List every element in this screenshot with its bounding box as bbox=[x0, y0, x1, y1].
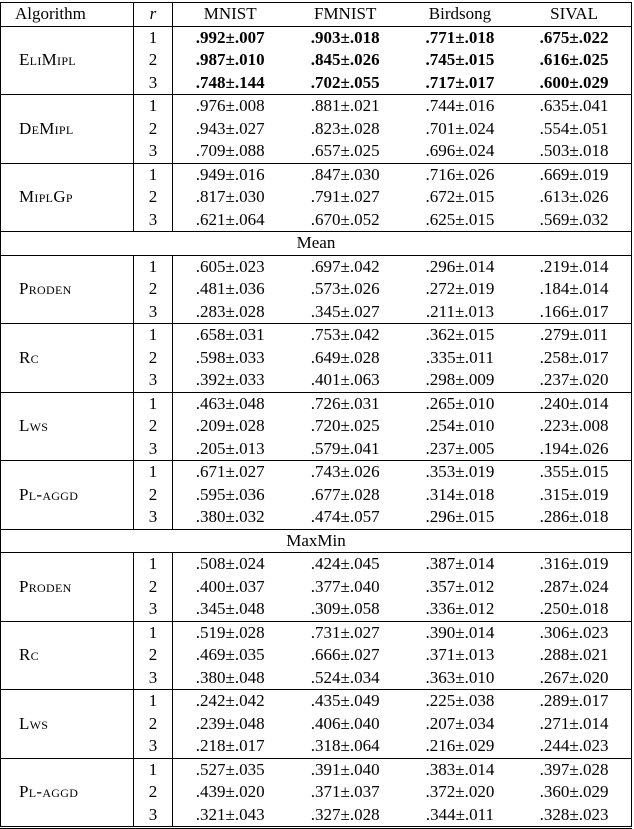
table-cell: .569±.032 bbox=[517, 209, 631, 232]
table-cell: .613±.026 bbox=[517, 186, 631, 209]
table-cell: .439±.020 bbox=[195, 782, 265, 801]
r-value: 3 bbox=[134, 506, 173, 529]
table-cell bbox=[288, 72, 403, 95]
r-value: 2 bbox=[134, 186, 173, 209]
table-cell: .791±.027 bbox=[310, 187, 380, 206]
table-cell: .744±.016 bbox=[403, 95, 517, 118]
r-value: 3 bbox=[134, 301, 173, 324]
table-cell: .481±.036 bbox=[195, 279, 265, 298]
table-cell: .321±.043 bbox=[195, 804, 265, 824]
r-value: 1 bbox=[134, 461, 173, 484]
table-cell: .279±.011 bbox=[517, 324, 631, 347]
r-value: 1 bbox=[134, 392, 173, 415]
table-cell: .250±.018 bbox=[517, 598, 631, 621]
table-cell: .371±.037 bbox=[310, 782, 380, 801]
r-value: 2 bbox=[134, 713, 173, 736]
algorithm-name: MiplGp bbox=[1, 163, 134, 232]
table-cell: .579±.041 bbox=[310, 438, 380, 458]
table-cell: .344±.011 bbox=[425, 804, 495, 824]
best-value: .748±.144 bbox=[195, 72, 265, 92]
table-cell: .372±.020 bbox=[425, 782, 495, 801]
r-value: 1 bbox=[134, 255, 173, 278]
table-cell: .881±.021 bbox=[288, 95, 403, 118]
table-cell: .287±.024 bbox=[517, 576, 631, 599]
table-cell: .527±.035 bbox=[172, 758, 287, 781]
table-cell: .605±.023 bbox=[172, 255, 287, 278]
best-value: .771±.018 bbox=[425, 27, 495, 47]
r-value: 2 bbox=[134, 49, 173, 72]
best-value: .616±.025 bbox=[539, 50, 609, 69]
table-cell: .223±.008 bbox=[517, 415, 631, 438]
table-cell: .237±.005 bbox=[425, 438, 495, 458]
table-cell: .371±.013 bbox=[425, 645, 495, 664]
table-row bbox=[1, 690, 632, 713]
table-cell: .345±.027 bbox=[310, 301, 380, 321]
table-cell: .598±.033 bbox=[195, 347, 265, 367]
table-cell: .657±.025 bbox=[310, 141, 380, 160]
table-cell: .218±.017 bbox=[195, 736, 265, 755]
table-cell: .254±.010 bbox=[425, 416, 495, 435]
table-cell bbox=[288, 26, 403, 49]
table-cell: .709±.088 bbox=[195, 141, 265, 160]
table-cell: .435±.049 bbox=[288, 690, 403, 713]
table-row bbox=[1, 461, 632, 484]
section-header-row bbox=[1, 529, 632, 553]
table-cell: .817±.030 bbox=[195, 187, 265, 206]
table-cell: .554±.051 bbox=[517, 118, 631, 141]
table-cell: .315±.019 bbox=[517, 484, 631, 507]
table-row bbox=[1, 392, 632, 415]
table-cell: .327±.028 bbox=[310, 804, 380, 824]
table-cell: .519±.028 bbox=[172, 621, 287, 644]
header-sival: SIVAL bbox=[517, 3, 631, 27]
r-value: 2 bbox=[134, 415, 173, 438]
table-cell: .357±.012 bbox=[425, 576, 495, 596]
table-row bbox=[1, 26, 632, 49]
table-cell: .390±.014 bbox=[403, 621, 517, 644]
table-cell: .701±.024 bbox=[425, 118, 495, 138]
table-row bbox=[1, 324, 632, 347]
table-cell: .205±.013 bbox=[195, 438, 265, 458]
table-cell: .288±.021 bbox=[517, 644, 631, 667]
table-cell: .720±.025 bbox=[310, 416, 380, 435]
table-cell: .207±.034 bbox=[425, 713, 495, 733]
r-value: 2 bbox=[134, 118, 173, 141]
table-cell: .524±.034 bbox=[310, 667, 380, 687]
table-cell: .283±.028 bbox=[195, 301, 265, 321]
algorithm-name: Proden bbox=[1, 255, 134, 324]
table-cell: .474±.057 bbox=[310, 507, 380, 526]
best-value: .745±.015 bbox=[425, 50, 495, 69]
table-cell: .401±.063 bbox=[310, 370, 380, 389]
best-value: .600±.029 bbox=[539, 72, 609, 92]
table-cell: .239±.048 bbox=[195, 713, 265, 733]
table-cell: .258±.017 bbox=[517, 347, 631, 370]
table-cell: .658±.031 bbox=[172, 324, 287, 347]
r-value: 1 bbox=[134, 95, 173, 118]
table-cell: .242±.042 bbox=[172, 690, 287, 713]
table-cell: .731±.027 bbox=[288, 621, 403, 644]
table-cell: .943±.027 bbox=[195, 118, 265, 138]
table-cell: .669±.019 bbox=[517, 163, 631, 186]
r-value: 2 bbox=[134, 484, 173, 507]
algorithm-name: Proden bbox=[1, 553, 134, 622]
r-value: 1 bbox=[134, 690, 173, 713]
table-cell: .216±.029 bbox=[425, 736, 495, 755]
r-value: 1 bbox=[134, 324, 173, 347]
table-cell: .184±.014 bbox=[517, 278, 631, 301]
table-cell bbox=[403, 49, 517, 72]
best-value: .675±.022 bbox=[539, 27, 609, 47]
table-cell: .753±.042 bbox=[288, 324, 403, 347]
table-cell: .377±.040 bbox=[310, 576, 380, 596]
r-value: 3 bbox=[134, 438, 173, 461]
table-cell: .400±.037 bbox=[195, 576, 265, 596]
table-cell: .296±.014 bbox=[403, 255, 517, 278]
table-cell: .237±.020 bbox=[517, 369, 631, 392]
table-cell: .314±.018 bbox=[425, 484, 495, 504]
table-cell: .296±.015 bbox=[425, 507, 495, 526]
table-cell: .847±.030 bbox=[288, 163, 403, 186]
r-value: 3 bbox=[134, 369, 173, 392]
table-cell: .335±.011 bbox=[425, 347, 495, 367]
table-cell: .289±.017 bbox=[517, 690, 631, 713]
table-cell bbox=[403, 72, 517, 95]
results-table bbox=[0, 2, 632, 829]
table-cell: .726±.031 bbox=[288, 392, 403, 415]
table-cell: .328±.023 bbox=[517, 804, 631, 828]
table-cell: .211±.013 bbox=[425, 301, 495, 321]
r-value: 3 bbox=[134, 667, 173, 690]
table-cell: .949±.016 bbox=[172, 163, 287, 186]
table-cell: .508±.024 bbox=[172, 553, 287, 576]
table-cell: .336±.012 bbox=[425, 599, 495, 618]
table-cell: .463±.048 bbox=[172, 392, 287, 415]
table-cell: .595±.036 bbox=[195, 484, 265, 504]
table-cell: .318±.064 bbox=[310, 736, 380, 755]
table-cell bbox=[517, 26, 631, 49]
table-cell: .621±.064 bbox=[195, 209, 265, 229]
table-cell: .976±.008 bbox=[172, 95, 287, 118]
table-cell: .265±.010 bbox=[403, 392, 517, 415]
table-cell: .635±.041 bbox=[517, 95, 631, 118]
table-cell: .672±.015 bbox=[425, 187, 495, 206]
algorithm-name: Pl-aggd bbox=[1, 758, 134, 828]
table-cell: .272±.019 bbox=[425, 279, 495, 298]
table-cell: .286±.018 bbox=[517, 506, 631, 529]
table-cell: .298±.009 bbox=[425, 370, 495, 389]
table-cell: .306±.023 bbox=[517, 621, 631, 644]
table-cell: .166±.017 bbox=[517, 301, 631, 324]
table-row bbox=[1, 163, 632, 186]
table-cell: .244±.023 bbox=[517, 735, 631, 758]
table-cell: .666±.027 bbox=[310, 645, 380, 664]
r-value: 3 bbox=[134, 598, 173, 621]
table-row bbox=[1, 553, 632, 576]
r-value: 1 bbox=[134, 553, 173, 576]
r-value: 2 bbox=[134, 576, 173, 599]
table-cell: .209±.028 bbox=[195, 416, 265, 435]
r-value: 2 bbox=[134, 644, 173, 667]
r-value: 2 bbox=[134, 347, 173, 370]
table-row bbox=[1, 621, 632, 644]
table-cell: .316±.019 bbox=[517, 553, 631, 576]
table-cell: .424±.045 bbox=[288, 553, 403, 576]
table-cell bbox=[172, 26, 287, 49]
table-cell bbox=[172, 72, 287, 95]
table-cell: .355±.015 bbox=[517, 461, 631, 484]
table-cell: .362±.015 bbox=[403, 324, 517, 347]
table-cell bbox=[403, 26, 517, 49]
section-header-row bbox=[1, 232, 632, 256]
best-value: .845±.026 bbox=[310, 50, 380, 69]
table-cell: .353±.019 bbox=[403, 461, 517, 484]
table-row bbox=[1, 95, 632, 118]
table-row bbox=[1, 758, 632, 781]
r-value: 1 bbox=[134, 26, 173, 49]
table-cell: .363±.010 bbox=[425, 667, 495, 687]
table-cell: .380±.032 bbox=[195, 507, 265, 526]
table-cell bbox=[517, 72, 631, 95]
table-cell: .383±.014 bbox=[403, 758, 517, 781]
table-cell: .240±.014 bbox=[517, 392, 631, 415]
table-cell: .271±.014 bbox=[517, 713, 631, 736]
r-value: 3 bbox=[134, 72, 173, 95]
table-cell: .743±.026 bbox=[288, 461, 403, 484]
r-value: 2 bbox=[134, 781, 173, 804]
table-cell: .503±.018 bbox=[517, 140, 631, 163]
header-fmnist: FMNIST bbox=[288, 3, 403, 27]
algorithm-name: Pl-aggd bbox=[1, 461, 134, 530]
table-cell: .671±.027 bbox=[172, 461, 287, 484]
r-value: 2 bbox=[134, 278, 173, 301]
table-cell: .697±.042 bbox=[288, 255, 403, 278]
table-cell: .194±.026 bbox=[517, 438, 631, 461]
table-cell: .360±.029 bbox=[517, 781, 631, 804]
table-cell: .649±.028 bbox=[310, 347, 380, 367]
header-mnist: MNIST bbox=[172, 3, 287, 27]
table-cell: .625±.015 bbox=[425, 209, 495, 229]
table-cell: .345±.048 bbox=[195, 599, 265, 618]
table-row bbox=[1, 255, 632, 278]
table-cell: .225±.038 bbox=[403, 690, 517, 713]
r-value: 1 bbox=[134, 163, 173, 186]
section-title: Mean bbox=[1, 232, 632, 256]
r-value: 3 bbox=[134, 140, 173, 163]
table-cell: .387±.014 bbox=[403, 553, 517, 576]
algorithm-name: Lws bbox=[1, 392, 134, 461]
table-cell: .696±.024 bbox=[425, 141, 495, 160]
algorithm-name: Rc bbox=[1, 324, 134, 393]
table-cell: .380±.048 bbox=[195, 667, 265, 687]
algorithm-name: EliMipl bbox=[1, 26, 134, 95]
best-value: .992±.007 bbox=[195, 27, 265, 47]
table-cell: .267±.020 bbox=[517, 667, 631, 690]
algorithm-name: Rc bbox=[1, 621, 134, 690]
best-value: .702±.055 bbox=[310, 72, 380, 92]
header-birdsong: Birdsong bbox=[403, 3, 517, 27]
best-value: .987±.010 bbox=[195, 50, 265, 69]
r-value: 3 bbox=[134, 735, 173, 758]
table-cell: .309±.058 bbox=[310, 599, 380, 618]
table-cell: .391±.040 bbox=[288, 758, 403, 781]
table-header bbox=[1, 3, 632, 27]
table-cell: .677±.028 bbox=[310, 484, 380, 504]
r-value: 1 bbox=[134, 621, 173, 644]
best-value: .717±.017 bbox=[425, 72, 495, 92]
table-cell: .823±.028 bbox=[310, 118, 380, 138]
table-cell: .716±.026 bbox=[403, 163, 517, 186]
table-body bbox=[1, 26, 632, 828]
table-cell: .219±.014 bbox=[517, 255, 631, 278]
table-cell: .469±.035 bbox=[195, 645, 265, 664]
r-value: 3 bbox=[134, 804, 173, 828]
header-r: r bbox=[134, 3, 173, 27]
section-title: MaxMin bbox=[1, 529, 632, 553]
table-cell: .670±.052 bbox=[310, 209, 380, 229]
best-value: .903±.018 bbox=[310, 27, 380, 47]
table-cell: .392±.033 bbox=[195, 370, 265, 389]
algorithm-name: Lws bbox=[1, 690, 134, 759]
r-value: 1 bbox=[134, 758, 173, 781]
header-algorithm: Algorithm bbox=[1, 3, 134, 27]
r-value: 3 bbox=[134, 209, 173, 232]
table-cell bbox=[517, 49, 631, 72]
table-cell: .406±.040 bbox=[310, 713, 380, 733]
table-cell bbox=[288, 49, 403, 72]
table-cell: .397±.028 bbox=[517, 758, 631, 781]
table-cell bbox=[172, 49, 287, 72]
algorithm-name: DeMipl bbox=[1, 95, 134, 164]
table-cell: .573±.026 bbox=[310, 279, 380, 298]
